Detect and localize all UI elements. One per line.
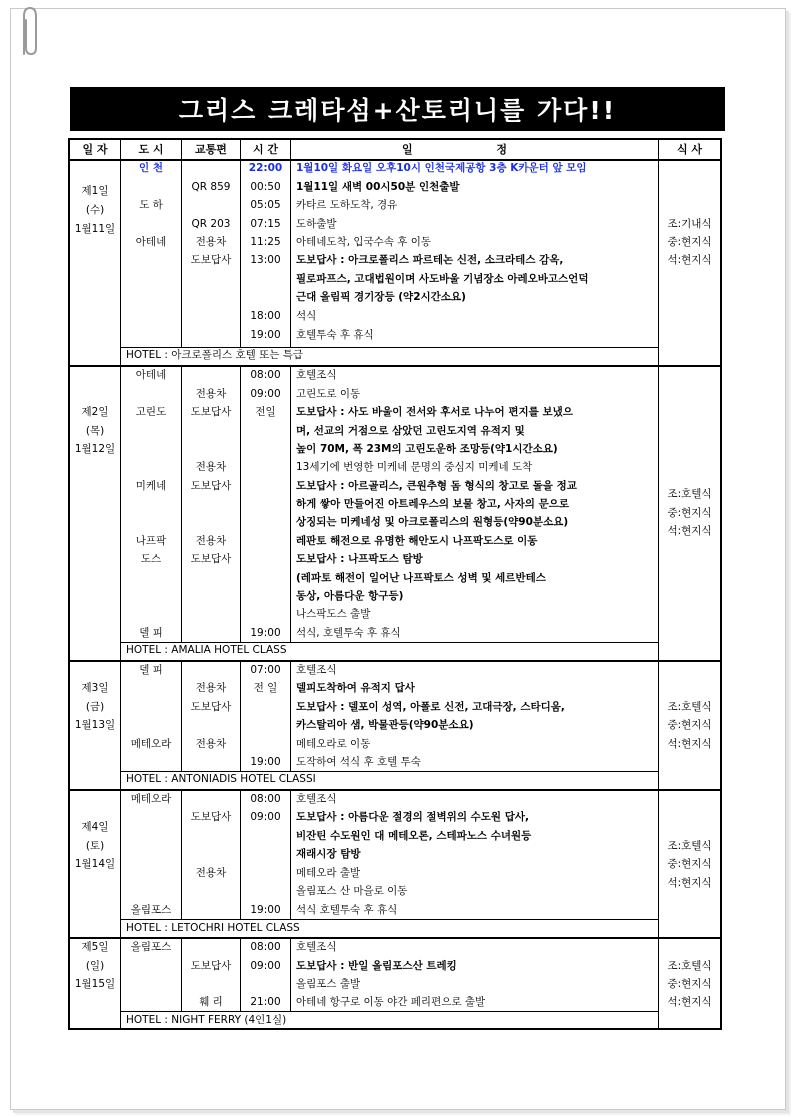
schedule-line: 필로파프스, 고대법원이며 사도바울 기념장소 아레오바고스언덕	[296, 273, 589, 285]
schedule-line: 석식, 호텔투숙 후 휴식	[296, 627, 401, 639]
schedule-line: 근대 올림픽 경기장등 (약2시간소요)	[296, 291, 466, 303]
transport-label: 전용차	[195, 388, 227, 400]
document-title: 그리스 크레타섬+산토리니를 가다!!	[70, 87, 725, 131]
city-label: 델 피	[139, 664, 163, 676]
hotel-row: HOTEL : LETOCHRI HOTEL CLASS	[126, 922, 300, 934]
meal-label: 조:호텔식	[667, 840, 712, 852]
transport-label: 전용차	[195, 461, 227, 473]
meal-label: 조:호텔식	[667, 488, 712, 500]
transport-label: 도보답사	[190, 553, 232, 565]
transport-label: 도보답사	[190, 960, 232, 972]
transport-label: 도보답사	[190, 254, 232, 266]
day-weekday: (토)	[85, 840, 105, 852]
schedule-line: 호텔조식	[296, 793, 337, 805]
time-label: 19:00	[250, 904, 281, 916]
time-label: 13:00	[250, 254, 281, 266]
meal-label: 중:현지식	[667, 719, 712, 731]
time-label: 09:00	[250, 811, 281, 823]
time-label: 09:00	[250, 960, 281, 972]
city-label: 미케네	[135, 480, 167, 492]
schedule-line: 호텔투숙 후 휴식	[296, 329, 374, 341]
city-label: 메테오라	[130, 793, 172, 805]
meal-label: 조:기내식	[667, 218, 712, 230]
schedule-line: 고린도로 이동	[296, 388, 361, 400]
schedule-line: 올림포스 산 마을로 이동	[296, 885, 408, 897]
city-label: 도 하	[139, 199, 163, 211]
meal-label: 조:호텔식	[667, 701, 712, 713]
day-weekday: (목)	[85, 425, 105, 437]
time-label: 07:15	[250, 218, 281, 230]
schedule-line: 도보답사 : 나프팍도스 탐방	[296, 553, 423, 565]
day-date: 1월13일	[74, 719, 116, 731]
header-transport: 교통편	[195, 143, 227, 156]
city-label: 메테오라	[130, 738, 172, 750]
time-label: 19:00	[250, 627, 281, 639]
schedule-line: 메테오라로 이동	[296, 738, 371, 750]
schedule-line: 올림포스 출발	[296, 978, 361, 990]
schedule-line: 동상, 아름다운 항구등)	[296, 590, 404, 602]
meal-label: 중:현지식	[667, 978, 712, 990]
meal-label: 중:현지식	[667, 858, 712, 870]
schedule-line: 아테네 항구로 이동 야간 페리편으로 출발	[296, 996, 486, 1008]
itinerary-table	[68, 138, 722, 1030]
schedule-line: 도보답사 : 아크로폴리스 파르테논 신전, 소크라테스 감옥,	[296, 254, 564, 266]
schedule-line: (레파토 해전이 일어난 나프팍토스 성벽 및 세르반테스	[296, 572, 546, 584]
schedule-line: 석식	[296, 310, 317, 322]
transport-label: 도보답사	[190, 811, 232, 823]
day-date: 1월14일	[74, 858, 116, 870]
time-label: 22:00	[248, 162, 283, 174]
header-schedule: 일 정	[401, 143, 548, 156]
meal-label: 중:현지식	[667, 507, 712, 519]
schedule-line: 도보답사 : 아름다운 절경의 절벽위의 수도원 답사,	[296, 811, 529, 823]
hotel-row: HOTEL : AMALIA HOTEL CLASS	[126, 644, 287, 656]
time-label: 09:00	[250, 388, 281, 400]
transport-label: 전용차	[195, 236, 227, 248]
city-label: 고린도	[135, 406, 167, 418]
meal-label: 석:현지식	[667, 877, 712, 889]
hotel-row: HOTEL : ANTONIADIS HOTEL CLASSI	[126, 773, 316, 785]
time-label: 19:00	[250, 329, 281, 341]
hotel-row: HOTEL : 아크로폴리스 호텔 또는 특급	[126, 349, 303, 361]
transport-label: 훼 리	[199, 996, 223, 1008]
day-number: 제1일	[81, 185, 109, 197]
meal-label: 석:현지식	[667, 996, 712, 1008]
header-day: 일 자	[82, 143, 108, 156]
time-label: 05:05	[250, 199, 281, 211]
meal-label: 석:현지식	[667, 254, 712, 266]
schedule-line: 비잔틴 수도원인 대 메테오론, 스테파노스 수녀원등	[296, 830, 532, 842]
city-label: 올림포스	[130, 941, 172, 953]
time-label: 19:00	[250, 756, 281, 768]
schedule-line: 도보답사 : 아르골리스, 큰원추형 돔 형식의 창고로 돌을 정교	[296, 480, 577, 492]
schedule-line: 며, 선교의 거점으로 삼았던 고린도지역 유적지 및	[296, 425, 525, 437]
paperclip-icon	[14, 4, 44, 62]
transport-label: 전용차	[195, 867, 227, 879]
city-label: 아테네	[135, 369, 167, 381]
city-label: 나프팍	[135, 535, 167, 547]
meal-label: 석:현지식	[667, 738, 712, 750]
transport-label: QR 203	[191, 218, 231, 230]
day-number: 제5일	[81, 941, 109, 953]
schedule-line: 높이 70M, 폭 23M의 고린도운하 조망등(약1시간소요)	[296, 443, 558, 455]
day-number: 제3일	[81, 682, 109, 694]
time-label: 08:00	[250, 941, 281, 953]
transport-label: 전용차	[195, 738, 227, 750]
city-label: 도스	[140, 553, 162, 565]
time-label: 07:00	[250, 664, 281, 676]
day-weekday: (일)	[85, 960, 105, 972]
time-label: 18:00	[250, 310, 281, 322]
schedule-line: 레판토 해전으로 유명한 해안도시 나프팍도스로 이동	[296, 535, 538, 547]
transport-label: 전용차	[195, 535, 227, 547]
city-label: 델 피	[139, 627, 163, 639]
time-label: 08:00	[250, 793, 281, 805]
day-weekday: (수)	[85, 204, 105, 216]
schedule-line: 1월11일 새벽 00시50분 인천출발	[296, 181, 460, 193]
header-meals: 식 사	[676, 143, 703, 156]
day-date: 1월15일	[74, 978, 116, 990]
meal-label: 조:호텔식	[667, 960, 712, 972]
time-label: 전 일	[253, 682, 278, 694]
schedule-line: 나스팍도스 출발	[296, 608, 371, 620]
day-date: 1월11일	[74, 223, 116, 235]
day-number: 제2일	[81, 406, 109, 418]
schedule-line: 아테네도착, 입국수속 후 이동	[296, 236, 432, 248]
time-label: 21:00	[250, 996, 281, 1008]
header-city: 도 시	[138, 143, 164, 156]
schedule-line: 도보답사 : 반일 올림포스산 트레킹	[296, 960, 457, 972]
day-weekday: (금)	[85, 701, 105, 713]
schedule-line: 도하출발	[296, 218, 337, 230]
schedule-line: 호텔조식	[296, 941, 337, 953]
transport-label: 전용차	[195, 682, 227, 694]
schedule-line: 하게 쌓아 만들어진 아트레우스의 보물 창고, 사자의 문으로	[296, 498, 570, 510]
schedule-line: 메테오라 출발	[296, 867, 361, 879]
transport-label: 도보답사	[190, 406, 232, 418]
schedule-line: 석식 호텔투숙 후 휴식	[296, 904, 398, 916]
schedule-line: 호텔조식	[296, 369, 337, 381]
time-label: 11:25	[250, 236, 281, 248]
city-label: 인 천	[139, 162, 163, 174]
schedule-line: 13세기에 번영한 미케네 문명의 중심지 미케네 도착	[296, 461, 533, 473]
schedule-line: 도보답사 : 사도 바울이 전서와 후서로 나누어 편지를 보냈으	[296, 406, 573, 418]
schedule-line: 상징되는 미케네성 및 아크로폴리스의 원형등(약90분소요)	[296, 516, 569, 528]
schedule-line: 호텔조식	[296, 664, 337, 676]
schedule-line: 카스탈리아 샘, 박물관등(약90분소요)	[296, 719, 474, 731]
schedule-line: 카타르 도하도착, 경유	[296, 199, 398, 211]
schedule-line: 재래시장 탐방	[296, 848, 361, 860]
city-label: 아테네	[135, 236, 167, 248]
time-label: 전일	[255, 406, 276, 418]
day-date: 1월12일	[74, 443, 116, 455]
meal-label: 중:현지식	[667, 236, 712, 248]
transport-label: QR 859	[191, 181, 231, 193]
schedule-line: 도작하여 석식 후 호텔 투숙	[296, 756, 421, 768]
schedule-line: 델피도착하여 유적지 답사	[296, 682, 415, 694]
transport-label: 도보답사	[190, 701, 232, 713]
header-time: 시 간	[252, 143, 279, 156]
time-label: 08:00	[250, 369, 281, 381]
time-label: 00:50	[250, 181, 281, 193]
day-number: 제4일	[81, 821, 109, 833]
schedule-line: 1월10일 화요일 오후10시 인천국제공항 3층 K카운터 앞 모임	[296, 162, 587, 174]
meal-label: 석:현지식	[667, 525, 712, 537]
hotel-row: HOTEL : NIGHT FERRY (4인1실)	[126, 1014, 287, 1026]
schedule-line: 도보답사 : 델포이 성역, 아폴로 신전, 고대극장, 스타디움,	[296, 701, 565, 713]
transport-label: 도보답사	[190, 480, 232, 492]
city-label: 올림포스	[130, 904, 172, 916]
